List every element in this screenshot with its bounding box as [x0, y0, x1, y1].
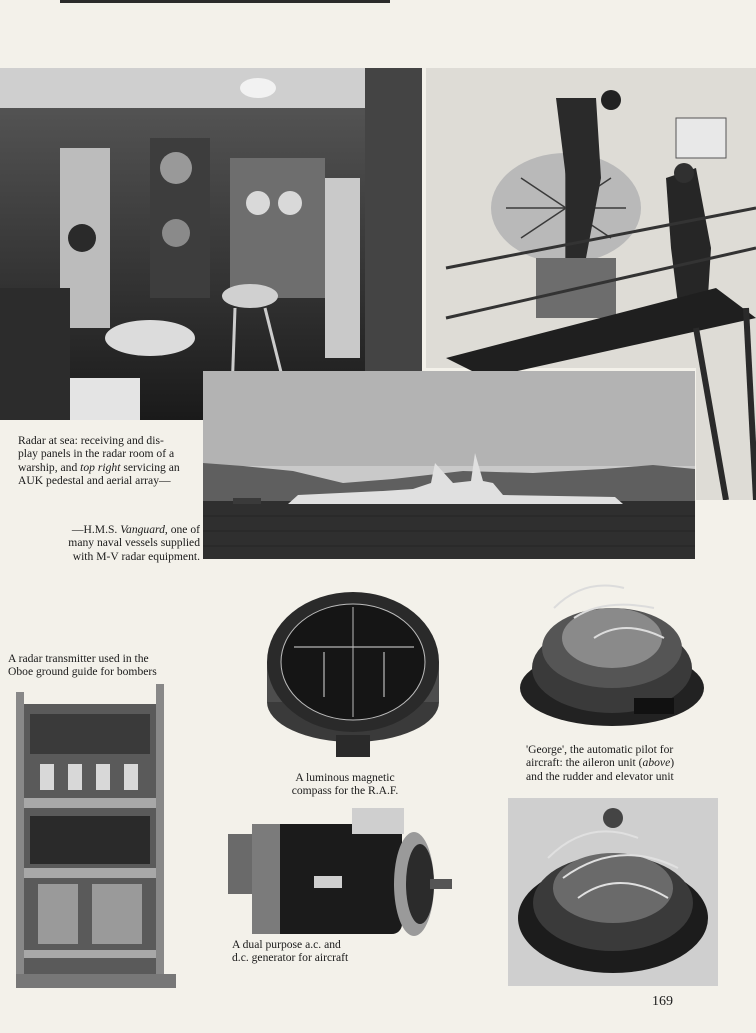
generator-photo — [222, 804, 454, 946]
caption-line — [40, 523, 200, 536]
caption-line — [526, 756, 726, 769]
caption-line: d.c. generator for aircraft — [232, 951, 349, 965]
autopilot-aileron-photo — [514, 578, 710, 738]
radar-room-photo — [0, 68, 422, 420]
caption-line: with M-V radar equipment. — [72, 549, 200, 563]
compass-caption — [270, 771, 420, 798]
compass-photo — [264, 587, 442, 762]
caption-line: A dual purpose a.c. and — [232, 938, 341, 951]
vanguard-caption — [40, 523, 200, 563]
radar-transmitter-photo — [12, 684, 178, 990]
caption-text: aircraft: the aileron unit ( — [526, 756, 643, 770]
caption-line: play panels in the radar room of a — [18, 447, 175, 461]
caption-line: and the rudder and elevator unit — [526, 769, 674, 783]
hms-vanguard-photo — [203, 371, 695, 559]
caption-line: A luminous magnetic — [295, 771, 395, 784]
caption-line: A radar transmitter used in the — [8, 652, 149, 665]
top-edge-bar — [60, 0, 390, 3]
caption-line: Oboe ground guide for bombers — [8, 665, 157, 679]
autopilot-rudder-photo — [508, 798, 718, 986]
caption-italic: above — [642, 756, 671, 770]
caption-line: compass for the R.A.F. — [291, 784, 399, 798]
page-number: 169 — [652, 994, 673, 1009]
caption-text: servicing an — [123, 460, 180, 474]
caption-line: AUK pedestal and aerial array— — [18, 474, 171, 488]
generator-caption — [232, 938, 392, 965]
caption-line: many naval vessels supplied — [68, 536, 200, 550]
caption-text: warship, and — [18, 460, 78, 474]
autopilot-caption — [526, 743, 726, 783]
caption-text: —H.M.S. — [71, 523, 118, 536]
radar-at-sea-caption — [18, 434, 202, 488]
caption-text: , one of — [164, 523, 200, 536]
caption-line — [18, 461, 202, 474]
caption-text: ) — [670, 756, 675, 770]
caption-italic: top right — [80, 460, 121, 474]
caption-line: 'George', the automatic pilot for — [526, 743, 674, 756]
caption-italic: Vanguard — [120, 523, 165, 536]
radar-transmitter-caption — [8, 652, 188, 679]
caption-line: Radar at sea: receiving and dis- — [18, 434, 164, 447]
